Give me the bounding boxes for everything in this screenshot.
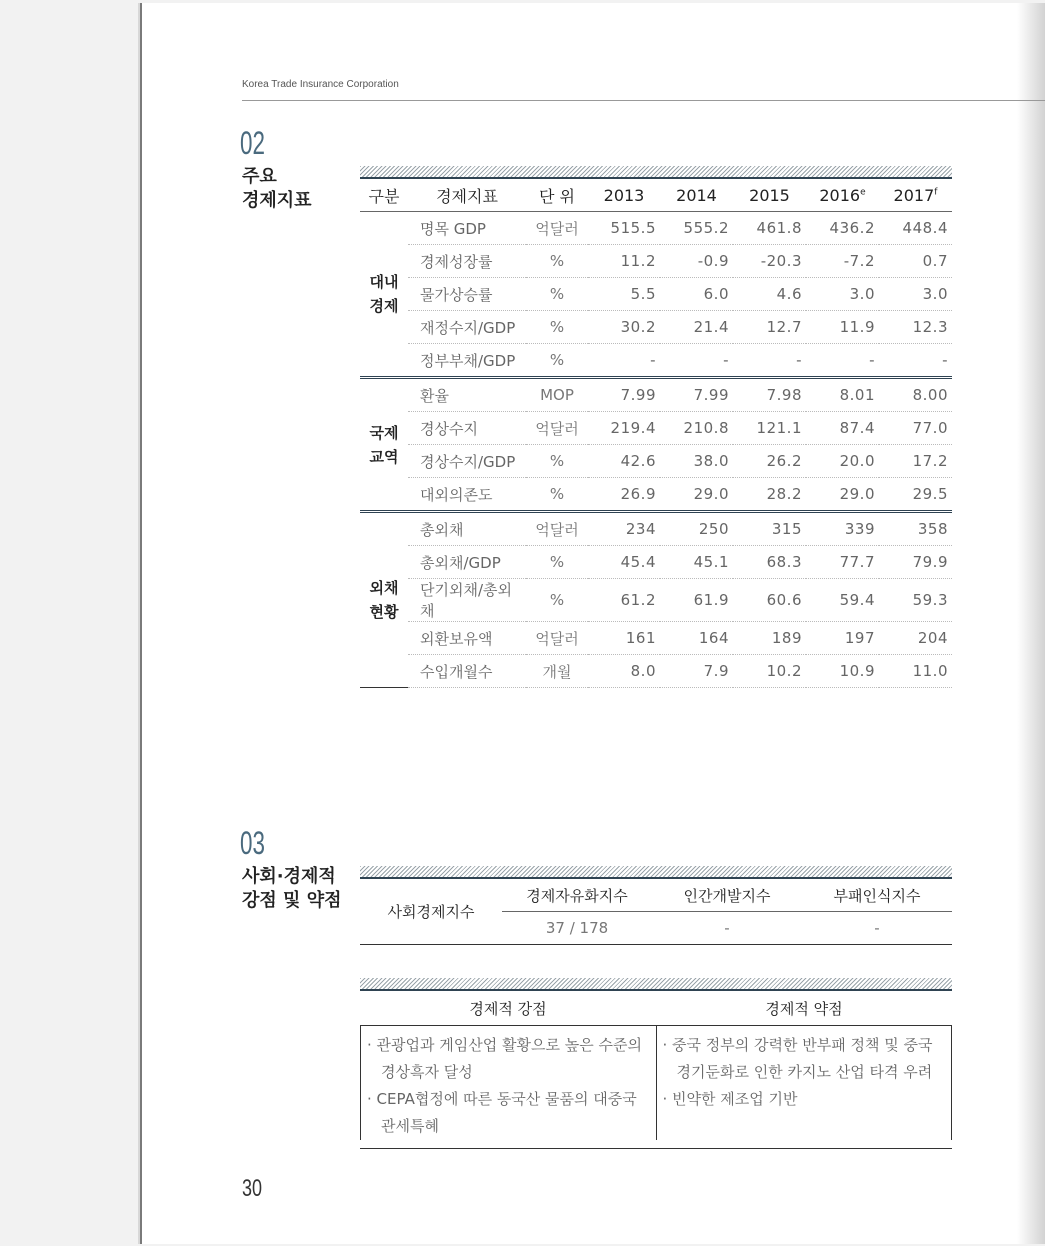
indicator-name: 단기외채/총외채 [408,579,526,622]
value-cell: 8.01 [806,378,879,412]
indicator-name: 정부부채/GDP [408,344,526,378]
value-cell: 61.9 [660,579,733,622]
table-row [360,412,952,445]
value-cell: 42.6 [588,445,660,478]
table-row [360,546,952,579]
table-cell: 37 / 178 [502,912,652,945]
year-label: 2016 [819,185,861,205]
value-cell: 28.2 [733,478,806,512]
table-body [360,1026,952,1149]
indicator-name: 외환보유액 [408,622,526,655]
section-title-line: 강점 및 약점 [242,890,342,911]
value-cell: 189 [733,622,806,655]
table-row [360,212,952,245]
value-cell: 59.4 [806,579,879,622]
section-title-line: 경제지표 [242,190,312,211]
value-cell: 555.2 [660,212,733,245]
indicator-name: 경제성장률 [408,245,526,278]
value-cell: 20.0 [806,445,879,478]
table-row [360,579,952,622]
value-cell: 30.2 [588,311,660,344]
value-cell: 3.0 [806,278,879,311]
value-cell: 121.1 [733,412,806,445]
forecast-mark: f [934,187,938,198]
value-cell: 219.4 [588,412,660,445]
category-label: 교역 [369,447,399,466]
unit-cell: 억달러 [526,212,588,245]
table-cell: - [802,912,952,945]
value-cell: 7.99 [588,378,660,412]
value-cell: - [660,344,733,378]
strengths-weaknesses-table [360,991,952,1149]
category-cell [360,512,408,688]
unit-cell: % [526,546,588,579]
column-header [806,179,879,212]
list-item: · 관광업과 게임산업 활황으로 높은 수준의 경상흑자 달성 [367,1036,642,1081]
table-row [360,445,952,478]
value-cell: 10.2 [733,655,806,688]
page-number: 30 [242,1175,263,1202]
column-header: 경제지표 [408,179,526,212]
table-row [360,655,952,688]
weaknesses-list [656,1026,953,1140]
indicator-name: 총외채 [408,512,526,546]
value-cell: 29.0 [806,478,879,512]
value-cell: 250 [660,512,733,546]
category-cell [360,212,408,378]
unit-cell: % [526,579,588,622]
value-cell: 0.7 [879,245,952,278]
column-header: 구분 [360,179,408,212]
indicator-name: 경상수지/GDP [408,445,526,478]
list-item: · 중국 정부의 강력한 반부패 정책 및 중국 경기둔화로 인한 카지노 산업 타격 우려 [662,1036,933,1081]
socioeconomic-index-table [360,879,952,945]
value-cell: 10.9 [806,655,879,688]
indicator-name: 환율 [408,378,526,412]
table-row [360,344,952,378]
value-cell: 8.0 [588,655,660,688]
unit-cell: MOP [526,378,588,412]
running-header: Korea Trade Insurance Corporation [242,79,399,90]
table-header-row [360,991,952,1026]
value-cell: 29.5 [879,478,952,512]
column-header: 부패인식지수 [802,879,952,912]
value-cell: 77.7 [806,546,879,579]
indicator-name: 물가상승률 [408,278,526,311]
value-cell: 358 [879,512,952,546]
category-label: 대내 [369,273,399,291]
category-label: 외채 [369,579,399,597]
column-header: 2013 [588,179,660,212]
weakness-header: 경제적 약점 [765,999,843,1018]
table-header-row [360,879,952,912]
document-page [140,3,1045,1244]
value-cell: 234 [588,512,660,546]
indicator-name: 명목 GDP [408,212,526,245]
section-title-line: 주요 [242,166,277,187]
value-cell: 61.2 [588,579,660,622]
unit-cell: 억달러 [526,512,588,546]
section-number: 02 [240,125,265,161]
category-label: 현황 [369,603,399,621]
value-cell: 7.99 [660,378,733,412]
value-cell: 7.9 [660,655,733,688]
value-cell: - [806,344,879,378]
section-title [242,165,312,213]
table-hatch-bar [360,978,952,991]
category-cell [360,378,408,512]
unit-cell: % [526,311,588,344]
unit-cell: % [526,344,588,378]
table-row [360,278,952,311]
unit-cell: % [526,445,588,478]
table-row [360,378,952,412]
section-number: 03 [240,825,265,861]
value-cell: 3.0 [879,278,952,311]
value-cell: 68.3 [733,546,806,579]
value-cell: 21.4 [660,311,733,344]
value-cell: 204 [879,622,952,655]
table-hatch-bar [360,166,952,179]
value-cell: 26.9 [588,478,660,512]
year-label: 2017 [893,185,935,205]
value-cell: 515.5 [588,212,660,245]
category-label: 경제 [369,297,399,315]
column-header: 2014 [660,179,733,212]
column-header: 경제자유화지수 [502,879,652,912]
value-cell: 6.0 [660,278,733,311]
value-cell: 60.6 [733,579,806,622]
table-hatch-bar [360,866,952,879]
value-cell: 7.98 [733,378,806,412]
table-row [360,478,952,512]
value-cell: -7.2 [806,245,879,278]
indicator-name: 총외채/GDP [408,546,526,579]
strengths-list [360,1026,656,1140]
value-cell: 5.5 [588,278,660,311]
row-label: 사회경제지수 [360,879,502,945]
table-cell: - [652,912,802,945]
table-row [360,311,952,344]
indicator-name: 수입개월수 [408,655,526,688]
value-cell: 161 [588,622,660,655]
value-cell: 448.4 [879,212,952,245]
economic-indicators-table [360,179,952,688]
column-header: 인간개발지수 [652,879,802,912]
value-cell: 17.2 [879,445,952,478]
value-cell: 77.0 [879,412,952,445]
value-cell: -20.3 [733,245,806,278]
value-cell: 87.4 [806,412,879,445]
value-cell: 26.2 [733,445,806,478]
value-cell: 12.3 [879,311,952,344]
value-cell: 38.0 [660,445,733,478]
unit-cell: % [526,245,588,278]
section-title-line: 사회·경제적 [242,866,336,887]
value-cell: 4.6 [733,278,806,311]
value-cell: 197 [806,622,879,655]
header-rule [242,100,1045,101]
value-cell: 45.1 [660,546,733,579]
value-cell: 164 [660,622,733,655]
value-cell: - [879,344,952,378]
table-header-row [360,179,952,212]
value-cell: 11.9 [806,311,879,344]
value-cell: 11.2 [588,245,660,278]
value-cell: 29.0 [660,478,733,512]
value-cell: 436.2 [806,212,879,245]
table-row [360,512,952,546]
value-cell: 59.3 [879,579,952,622]
unit-cell: 개월 [526,655,588,688]
value-cell: -0.9 [660,245,733,278]
value-cell: 11.0 [879,655,952,688]
value-cell: 461.8 [733,212,806,245]
column-header: 단 위 [526,179,588,212]
value-cell: 210.8 [660,412,733,445]
indicator-name: 대외의존도 [408,478,526,512]
list-item: · 빈약한 제조업 기반 [662,1090,798,1108]
value-cell: 12.7 [733,311,806,344]
indicator-name: 재정수지/GDP [408,311,526,344]
estimate-mark: e [860,187,866,198]
section-title [242,865,341,913]
page-edge-shadow [1017,3,1045,1244]
unit-cell: % [526,278,588,311]
value-cell: 315 [733,512,806,546]
value-cell: 45.4 [588,546,660,579]
value-cell: 8.00 [879,378,952,412]
unit-cell: 억달러 [526,622,588,655]
column-header: 2015 [733,179,806,212]
table-row [360,245,952,278]
table-row [360,622,952,655]
value-cell: 79.9 [879,546,952,579]
value-cell: - [733,344,806,378]
unit-cell: 억달러 [526,412,588,445]
category-label: 국제 [369,423,399,442]
indicator-name: 경상수지 [408,412,526,445]
list-item: · CEPA협정에 따른 동국산 물품의 대중국 관세특혜 [367,1090,637,1135]
value-cell: - [588,344,660,378]
value-cell: 339 [806,512,879,546]
column-header [879,179,952,212]
unit-cell: % [526,478,588,512]
strength-header: 경제적 강점 [469,999,547,1018]
